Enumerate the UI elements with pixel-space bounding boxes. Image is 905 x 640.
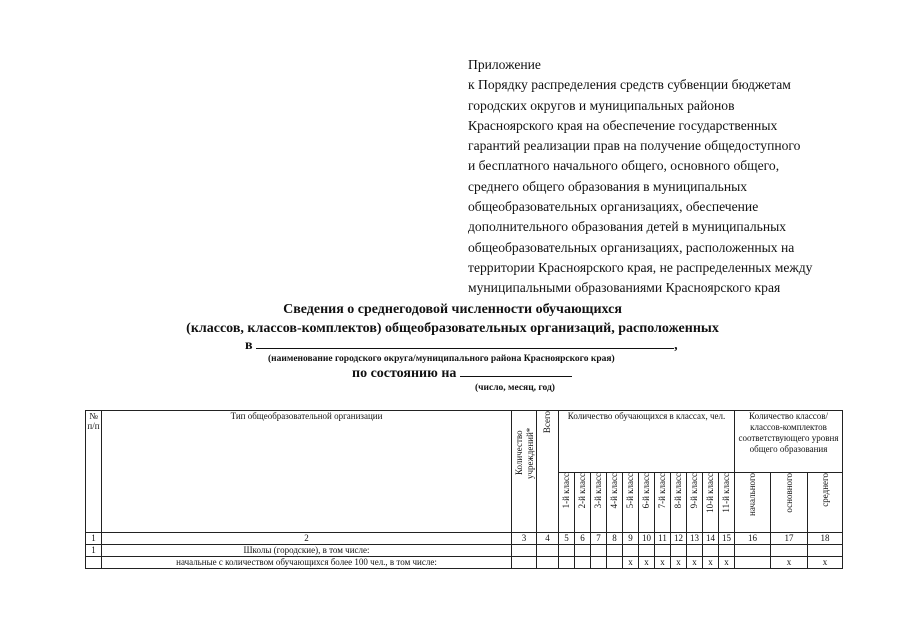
appendix-line: и бесплатного начального общего, основного общего, <box>468 158 780 174</box>
column-number: 18 <box>808 533 843 545</box>
header-level-secondary <box>808 473 843 533</box>
appendix-line: городских округов и муниципальных районов <box>468 97 735 113</box>
header-classes-group: Количество классов/ классов-комплектов соответствующего уровня общего образования <box>735 411 843 473</box>
table-cell[interactable] <box>575 557 591 569</box>
column-number: 13 <box>687 533 703 545</box>
header-grade-7 <box>655 473 671 533</box>
table-cell[interactable]: x <box>808 557 843 569</box>
municipality-line <box>245 338 678 354</box>
header-level-primary <box>735 473 771 533</box>
row-num <box>86 557 102 569</box>
table-cell[interactable] <box>719 545 735 557</box>
row-num: 1 <box>86 545 102 557</box>
grade-label: 8-й класс <box>673 473 683 509</box>
table-cell[interactable] <box>623 545 639 557</box>
table-cell[interactable]: x <box>671 557 687 569</box>
table-cell[interactable] <box>591 557 607 569</box>
municipality-prefix: в <box>245 338 253 353</box>
level-label: среднего <box>819 473 830 507</box>
column-number: 7 <box>591 533 607 545</box>
table-row <box>86 557 843 569</box>
column-number: 9 <box>623 533 639 545</box>
appendix-title: Приложение <box>468 57 541 72</box>
heading-line-1: Сведения о среднегодовой численности обучающихся <box>283 302 622 317</box>
grade-label: 6-й класс <box>641 473 651 509</box>
table-cell[interactable] <box>655 545 671 557</box>
header-grade-9 <box>687 473 703 533</box>
appendix-line: дополнительного образования детей в муниципальных <box>468 219 787 235</box>
table-cell[interactable] <box>687 545 703 557</box>
table-cell[interactable] <box>735 557 771 569</box>
header-grade-4 <box>607 473 623 533</box>
table-cell[interactable] <box>591 545 607 557</box>
table-cell[interactable] <box>703 545 719 557</box>
table-cell[interactable] <box>808 545 843 557</box>
date-blank[interactable] <box>460 376 572 377</box>
column-number: 2 <box>102 533 512 545</box>
header-total-label: Всего <box>542 411 552 434</box>
column-number: 15 <box>719 533 735 545</box>
header-grade-8 <box>671 473 687 533</box>
table-cell[interactable] <box>512 545 537 557</box>
municipality-comma: , <box>674 338 678 353</box>
header-grade-1 <box>559 473 575 533</box>
header-grade-6 <box>639 473 655 533</box>
date-prefix: по состоянию на <box>352 366 457 381</box>
municipality-subcaption: (наименование городского округа/муниципального района Красноярского края) <box>268 354 615 364</box>
column-number: 3 <box>512 533 537 545</box>
appendix-line: общеобразовательных организациях, расположенных на <box>468 239 795 255</box>
table-cell[interactable] <box>537 545 559 557</box>
municipality-blank[interactable] <box>256 348 674 349</box>
column-number-row <box>86 533 843 545</box>
column-number: 5 <box>559 533 575 545</box>
header-total <box>537 411 559 533</box>
appendix-line: Красноярского края на обеспечение государственных <box>468 117 778 133</box>
column-number: 17 <box>771 533 808 545</box>
table-cell[interactable] <box>607 545 623 557</box>
data-table <box>85 410 843 569</box>
grade-label: 10-й класс <box>705 473 715 513</box>
table-cell[interactable] <box>575 545 591 557</box>
appendix-line: гарантий реализации прав на получение общедоступного <box>468 138 801 154</box>
row-label: начальные с количеством обучающихся более 100 чел., в том числе: <box>102 557 512 569</box>
column-number: 14 <box>703 533 719 545</box>
appendix-line: общеобразовательных организациях, обеспечение <box>468 199 759 215</box>
document-heading <box>0 300 905 338</box>
table-cell[interactable] <box>607 557 623 569</box>
grade-label: 5-й класс <box>625 473 635 509</box>
grade-label: 4-й класс <box>609 473 619 509</box>
table-cell[interactable] <box>771 545 808 557</box>
column-number: 4 <box>537 533 559 545</box>
table-cell[interactable] <box>671 545 687 557</box>
appendix-line: к Порядку распределения средств субвенции бюджетам <box>468 77 791 93</box>
table-cell[interactable]: x <box>623 557 639 569</box>
table-cell[interactable] <box>559 545 575 557</box>
column-number: 1 <box>86 533 102 545</box>
column-number: 8 <box>607 533 623 545</box>
table-cell[interactable]: x <box>655 557 671 569</box>
date-line <box>352 366 572 382</box>
table-cell[interactable] <box>512 557 537 569</box>
appendix-line: муниципальными образованиями Красноярского края <box>468 280 781 296</box>
header-level-basic <box>771 473 808 533</box>
level-label: начального <box>747 473 757 516</box>
header-institutions-label: Количество учреждений* <box>514 427 535 479</box>
table-cell[interactable]: x <box>719 557 735 569</box>
column-number: 6 <box>575 533 591 545</box>
header-institutions <box>512 411 537 533</box>
table-cell[interactable] <box>639 545 655 557</box>
grade-label: 7-й класс <box>657 473 667 509</box>
header-grade-10 <box>703 473 719 533</box>
column-number: 11 <box>655 533 671 545</box>
table-cell[interactable]: x <box>639 557 655 569</box>
header-students-group: Количество обучающихся в классах, чел. <box>559 411 735 473</box>
column-number: 16 <box>735 533 771 545</box>
header-grade-2 <box>575 473 591 533</box>
table-cell[interactable] <box>559 557 575 569</box>
header-grade-11 <box>719 473 735 533</box>
table-cell[interactable]: x <box>771 557 808 569</box>
grade-label: 11-й класс <box>721 473 731 513</box>
header-grade-5 <box>623 473 639 533</box>
table-cell[interactable]: x <box>687 557 703 569</box>
header-type: Тип общеобразовательной организации <box>102 411 512 533</box>
header-grade-3 <box>591 473 607 533</box>
row-label: Школы (городские), в том числе: <box>102 545 512 557</box>
table-cell[interactable]: x <box>703 557 719 569</box>
appendix-line: среднего общего образования в муниципальных <box>468 178 748 194</box>
date-subcaption: (число, месяц, год) <box>475 383 555 393</box>
column-number: 12 <box>671 533 687 545</box>
grade-label: 3-й класс <box>593 473 603 509</box>
heading-line-2: (классов, классов-комплектов) общеобразовательных организаций, расположенных <box>186 321 719 336</box>
table-cell[interactable] <box>537 557 559 569</box>
column-number: 10 <box>639 533 655 545</box>
table-row <box>86 545 843 557</box>
appendix-line: территории Красноярского края, не распределенных между <box>468 259 813 275</box>
header-num: № п/п <box>86 411 102 533</box>
grade-label: 9-й класс <box>689 473 699 509</box>
table-cell[interactable] <box>735 545 771 557</box>
appendix-block <box>468 55 888 299</box>
grade-label: 1-й класс <box>561 473 571 509</box>
level-label: основного <box>783 473 794 513</box>
grade-label: 2-й класс <box>577 473 587 509</box>
